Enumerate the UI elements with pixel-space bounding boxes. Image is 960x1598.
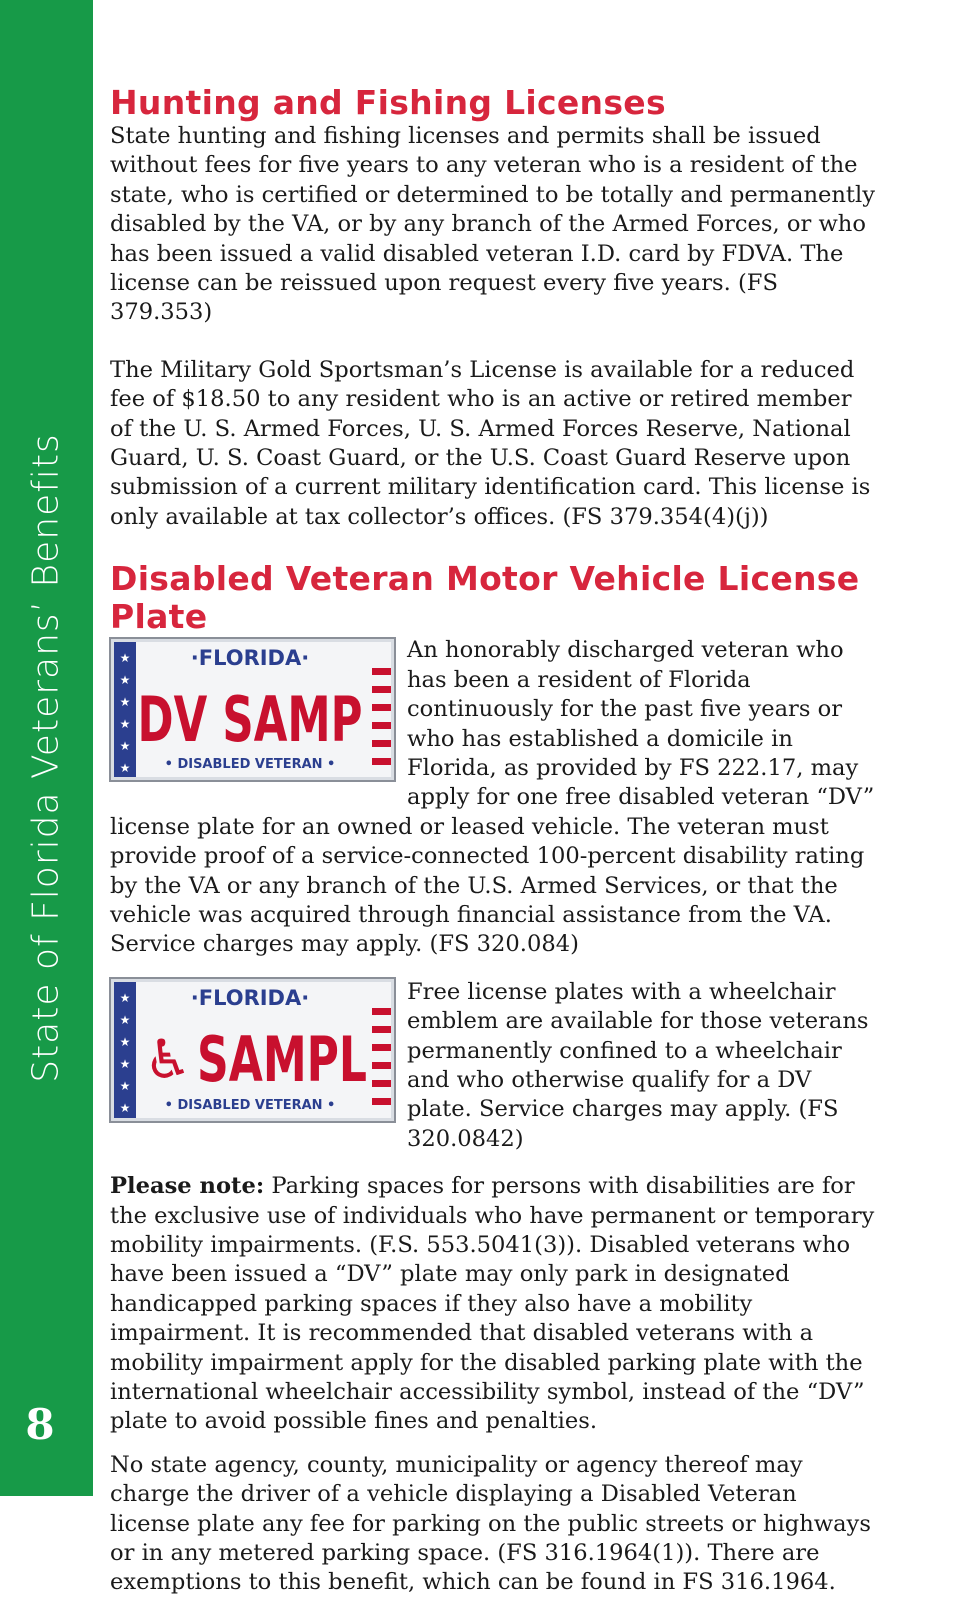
main-content: [110, 84, 880, 1598]
svg-text:★: ★: [119, 990, 131, 1005]
page-number: 8: [25, 1400, 55, 1449]
svg-text:★: ★: [119, 717, 131, 732]
plate2-state: ·FLORIDA·: [190, 985, 310, 1010]
svg-text:★: ★: [119, 1056, 131, 1071]
sidebar: [0, 0, 93, 1496]
wheelchair-icon: ♿: [143, 1027, 193, 1091]
svg-text:★: ★: [119, 1034, 131, 1049]
svg-text:★: ★: [119, 1100, 131, 1115]
svg-text:★: ★: [119, 673, 131, 688]
wheelchair-plate-block: [110, 978, 880, 1154]
hunting-fishing-paragraph: State hunting and fishing licenses and permits shall be issued without fees for five years to any veteran who is a resident of the state, who is certified or determined to be totally and permanently disabled by the VA, or by any branch of the Armed Forces, or who has been issued a valid disabled veteran I.D. card by FDVA. The license can be reissued upon request every five years. (FS 379.353): [110, 123, 875, 326]
svg-text:★: ★: [119, 1078, 131, 1093]
plate1-state: ·FLORIDA·: [190, 646, 310, 671]
plate2-number: SAMPL: [197, 1022, 367, 1096]
svg-text:★: ★: [119, 695, 131, 710]
hunting-fishing-heading: Hunting and Fishing Licenses: [110, 83, 666, 122]
plate1-caption: • DISABLED VETERAN •: [164, 757, 336, 773]
plate2-caption: • DISABLED VETERAN •: [164, 1097, 336, 1113]
svg-text:★: ★: [119, 651, 131, 666]
please-note-text: Parking spaces for persons with disabilities are for the exclusive use of individuals who have permanent or temporary mobility impairments. (F.S. 553.5041(3)). Disabled veterans who have been issued a “DV” plate may only park in designated handicapped parking spaces if they also have a mobility impairment. It is recommended that disabled veterans with a mobility impairment apply for the disabled parking plate with the international wheelchair accessibility symbol, instead of the “DV” plate to avoid possible fines and penalties.: [110, 1173, 875, 1435]
wheelchair-license-plate-image: [110, 978, 395, 1122]
dv-plate-paragraph: An honorably discharged veteran who has been a resident of Florida continuously for the past five years or who has established a domicile in Florida, as provided by FS 222.17, may apply for one free disabled veteran “DV” license plate for an owned or leased vehicle. The veteran must provide proof of a service-connected 100-percent disability rating by the VA or any branch of the U.S. Armed Services, or that the vehicle was acquired through financial assistance from the VA. Service charges may apply. (FS 320.084): [110, 637, 875, 958]
sidebar-title: State of Florida Veterans’ Benefits: [25, 433, 67, 1083]
dv-plate-block: [110, 636, 880, 959]
please-note-label: Please note:: [110, 1173, 265, 1200]
parking-fee-paragraph: No state agency, county, municipality or agency thereof may charge the driver of a vehicle displaying a Disabled Veteran license plate any fee for parking on the public streets or highways or in any metered parking space. (FS 316.1964(1)). There are exemptions to this benefit, which can be found in FS 316.1964.: [110, 1451, 871, 1596]
svg-text:★: ★: [119, 739, 131, 754]
svg-text:★: ★: [119, 761, 131, 776]
gold-sportsman-paragraph: The Military Gold Sportsman’s License is available for a reduced fee of $18.50 to any resident who is an active or retired member of the U. S. Armed Forces, U. S. Armed Forces Reserve, National Guard, U. S. Coast Guard, or the U.S. Coast Guard Reserve upon submission of a current military identification card. This license is only available at tax collector’s offices. (FS 379.354(4)(j)): [110, 356, 871, 530]
dv-license-plate-image: [110, 638, 395, 781]
please-note-paragraph: [110, 1172, 880, 1437]
dv-plate-heading: Disabled Veteran Motor Vehicle License Plate: [110, 559, 860, 637]
wheelchair-plate-paragraph: Free license plates with a wheelchair emblem are available for those veterans permanently confined to a wheelchair and who otherwise qualify for a DV plate. Service charges may apply. (FS 320.0842): [407, 978, 869, 1152]
plate1-number: DV SAMP: [137, 683, 363, 757]
svg-text:★: ★: [119, 1012, 131, 1027]
